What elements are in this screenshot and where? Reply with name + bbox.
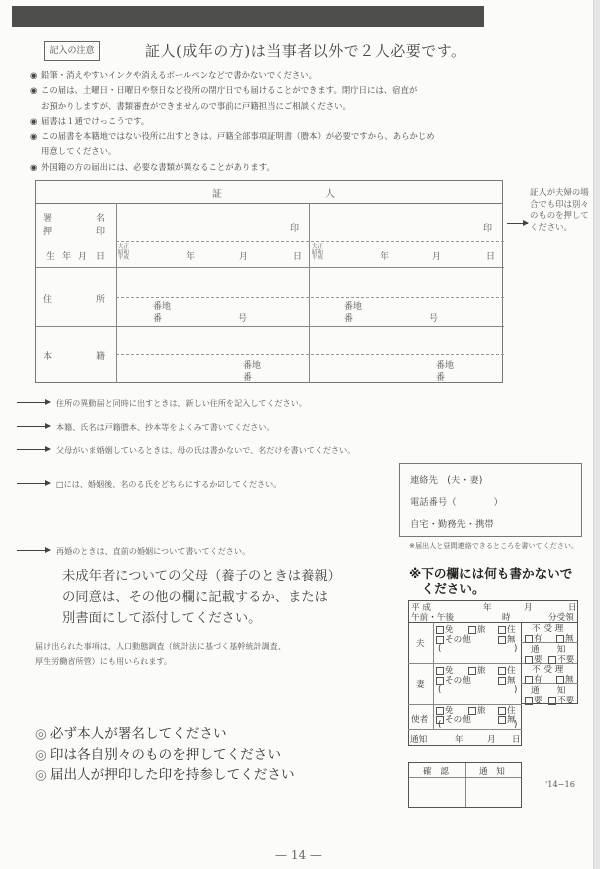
witness-2-domicile-field[interactable] [310,327,503,354]
divider [116,354,504,355]
reminder-item: ◎ 必ず本人が署名してください [35,726,227,742]
note-item: ◉ 届書は１通でけっこうです。 [30,114,500,129]
page-edge [593,0,600,869]
bullet-icon: ◉ [30,70,38,80]
checkbox[interactable] [498,716,506,724]
arrow-icon [17,426,50,427]
divider [116,241,504,242]
notes-list [30,68,500,175]
guide-item: 再婚のときは、直前の婚姻について書いてください。 [17,546,250,557]
witness-1-signature-field[interactable] [117,204,309,241]
contact-note: ※届出人と昼間連絡できるところを書いてください。 [409,541,579,550]
bullet-icon: ◉ [30,85,38,96]
note-item: ◉ この届は、土曜日・日曜日や祭日など役所の閉庁日でも届けることができます。閉庁日には、宿直が お預かりしますが、書類審査ができませんので事前に戸籍担当にご相談ください。 [30,85,418,111]
witness-table: 証 人 署 名 押 印 生 年 月 日 住 所 本 籍 印 大正 昭和 平成 年 月 日 番地 番 号 番地 番 印 大正 昭和 平成 年 月 日 番地 番 号 番地 番 [35,180,503,383]
double-circle-icon: ◎ [35,726,47,742]
checkbox[interactable] [498,636,506,644]
witness-table-header: 証 人 [36,181,502,204]
witness-1-domicile-field[interactable] [117,327,309,354]
checkbox[interactable] [436,677,444,685]
double-circle-icon: ◎ [35,746,47,763]
contact-box[interactable]: 連絡先 (夫・妻) 電話番号（ ） 自宅・勤務先・携帯 [399,463,582,537]
consent-note: 未成年者についての父母（養子のときは養親） の同意は、その他の欄に記載するか、または 別書面にして添付してください。 [62,569,341,626]
checkbox[interactable] [525,697,533,705]
arrow-icon [17,402,50,403]
seal-mark: 印 [290,224,300,234]
checkbox[interactable] [548,697,556,705]
note-item: ◉ この届書を本籍地ではない役所に出すときは、戸籍全部事項証明書（謄本）が必要ですから、あらかじめ 用意してください。 [30,131,435,157]
checkbox[interactable] [556,635,564,643]
page-number: — 14 — [275,848,322,862]
guide-item: 住所の異動届と同時に出すときは、新しい住所を記入してください。 [17,398,307,409]
checkbox[interactable] [525,676,533,684]
era-labels[interactable]: 大正 昭和 平成 [312,244,324,261]
reminders-list [35,724,295,786]
guide-item: □には、婚姻後、名のる氏をどちらにするか☑してください。 [17,479,281,490]
arrow-icon [17,483,50,484]
bullet-icon: ◉ [30,131,38,142]
office-use-table: 平 成 年 月 日 午前・午後 時 分受領 夫 免 旅 住 その他 無 ( ) 不 受 理 有 無 通 知 要 不要 妻 免 旅 住 その他 無 ( ) 不 受 理 有 無 通 知 要 不要 使者 免 旅 住 その他 無 ( ) 通知 年 月 日 [408,600,578,754]
header-bar [12,6,484,27]
headline: 証人(成年の方)は当事者以外で２人必要です。 [145,42,467,60]
reminder-item: ◎ 印は各自別々のものを押してください [35,746,281,763]
seal-mark: 印 [483,224,493,234]
office-use-notice: ※下の欄には何も書かないで ください。 [409,566,573,596]
witness-2-signature-field[interactable] [310,204,503,241]
confirm-table: 確 認 通 知 [408,762,522,808]
divider [116,297,504,298]
form-code: '14−16 [545,779,575,789]
side-note: 証人が夫婦の場合でも印は別々のものを押してください。 [530,187,589,232]
era-labels[interactable]: 大正 昭和 平成 [118,244,130,261]
guide-item: 本籍、氏名は戸籍謄本、抄本等をよくみて書いてください。 [17,422,275,433]
guide-item: 父母がいま婚姻しているときは、母の氏は書かないで、名だけを書いてください。 [17,445,355,456]
note-item: ◉ 鉛筆・消えやすいインクや消えるボールペンなどで書かないでください。 [30,68,500,83]
arrow-icon [17,449,50,450]
reminder-item: ◎ 届出人が押印した印を持参してください [35,767,295,783]
arrow-icon [17,550,50,551]
witness-1-address-field[interactable] [117,268,309,297]
notice-label: 記入の注意 [44,41,100,61]
checkbox[interactable] [525,635,533,643]
double-circle-icon: ◎ [35,767,47,783]
witness-2-address-field[interactable] [310,268,503,297]
bullet-icon: ◉ [30,161,38,172]
note-item: ◉ 外国籍の方の届出には、必要な書類が異なることがあります。 [30,160,500,175]
checkbox[interactable] [498,677,506,685]
arrow-icon [507,223,528,224]
checkbox[interactable] [436,636,444,644]
statistics-note: 届け出られた事項は、人口動態調査（統計法に基づく基幹統計調査、 厚生労働省所管）にも用いられます。 [35,641,286,666]
checkbox[interactable] [556,676,564,684]
bullet-icon: ◉ [30,115,38,126]
